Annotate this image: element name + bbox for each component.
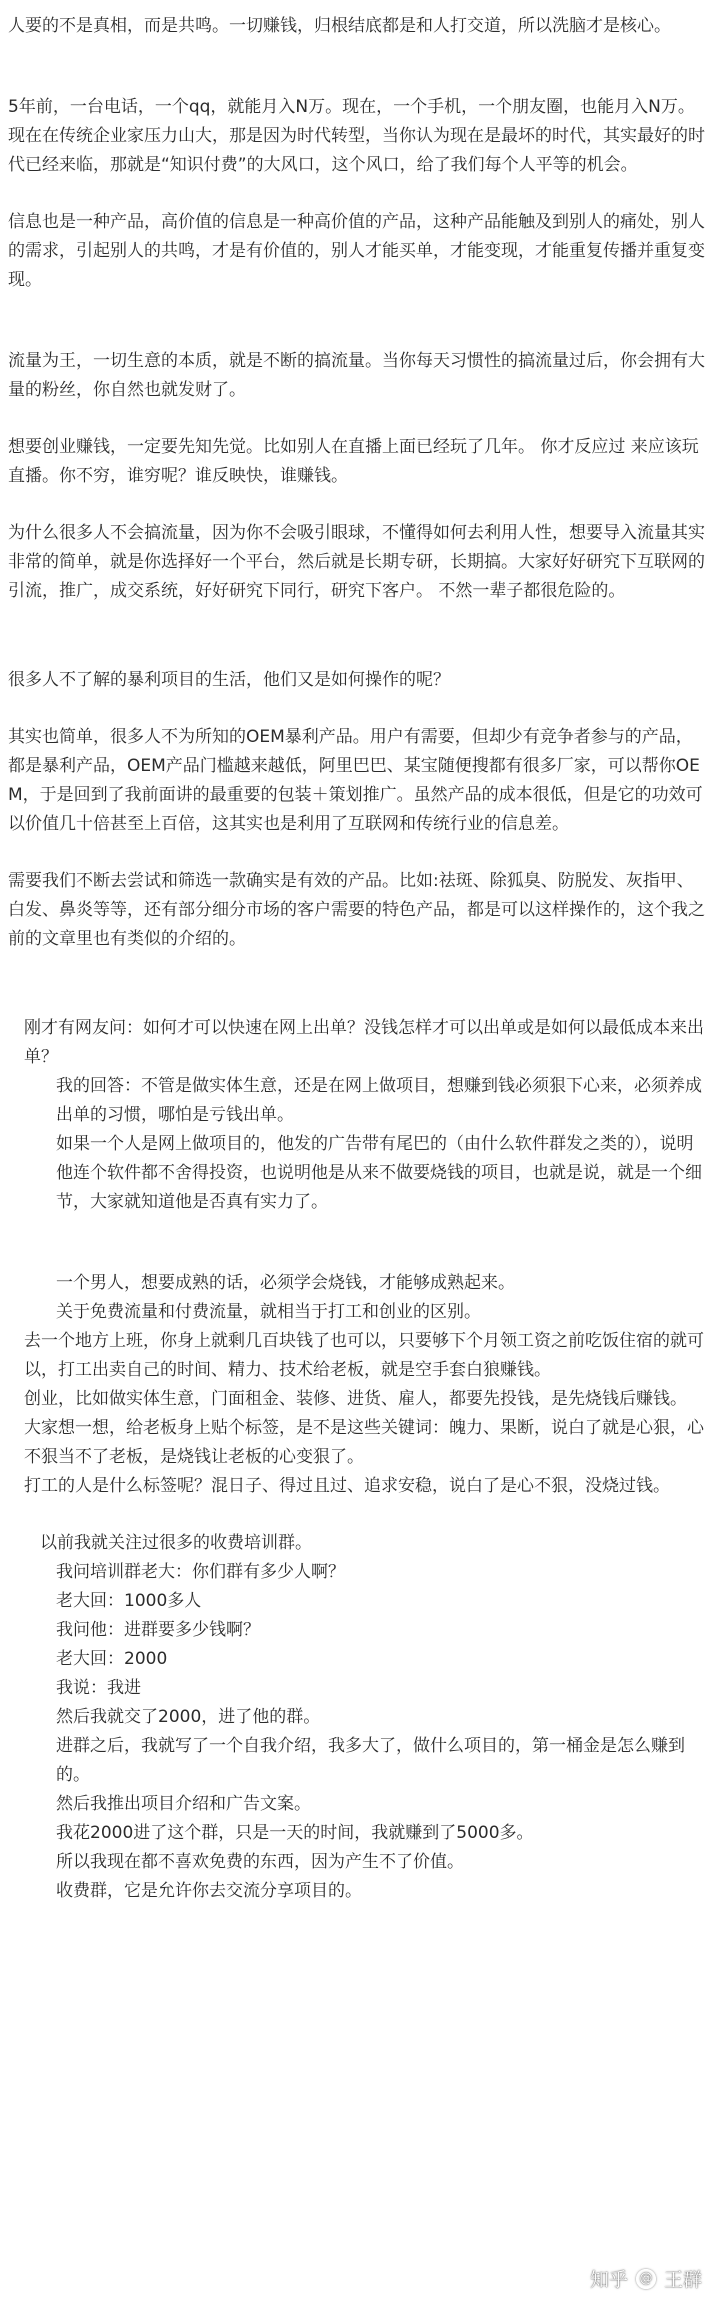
paragraph-product-testing: 需要我们不断去尝试和筛选一款确实是有效的产品。比如:祛斑、除狐臭、防脱发、灰指甲、白发、鼻炎等等，还有部分细分市场的客户需要的特色产品，都是可以这样操作的，这个我之前的文章里也有类似的介绍的。 <box>8 871 705 949</box>
paragraph-boss-label: 大家想一想，给老板身上贴个标签，是不是这些关键词：魄力、果断，说白了就是心狠，心不狠当不了老板，是烧钱让老板的心变狠了。 <box>24 1418 704 1467</box>
paragraph-traffic-king: 流量为王，一切生意的本质，就是不断的搞流量。当你每天习惯性的搞流量过后，你会拥有大量的粉丝，你自然也就发财了。 <box>8 351 705 400</box>
dialogue-line: 收费群，它是允许你去交流分享项目的。 <box>56 1881 362 1901</box>
dialogue-line: 我说：我进 <box>56 1678 141 1698</box>
paragraph-working-job: 去一个地方上班，你身上就剩几百块钱了也可以，只要够下个月领工资之前吃饭住宿的就可以，打工出卖自己的时间、精力、技术给老板，就是空手套白狼赚钱。 <box>24 1331 704 1380</box>
paragraph-paid-groups: 以前我就关注过很多的收费培训群。 <box>40 1533 312 1553</box>
paragraph-oem-products: 其实也简单，很多人不为所知的OEM暴利产品。用户有需要，但却少有竞争者参与的产品，都是暴利产品，OEM产品门槛越来越低，阿里巴巴、某宝随便搜都有很多厂家，可以帮你OEM，于是回到了我前面讲的最重要的包装＋策划推广。虽然产品的成本很低，但是它的功效可以价值几十倍甚至上百倍，这其实也是利用了互联网和传统行业的信息差。 <box>8 727 703 834</box>
dialogue-line: 我花2000进了这个群，只是一天的时间，我就赚到了5000多。 <box>56 1823 534 1843</box>
paragraph-my-answer: 我的回答：不管是做实体生意，还是在网上做项目，想赚到钱必须狠下心来，必须养成出单的习惯，哪怕是亏钱出单。 <box>56 1076 702 1125</box>
dialogue-line: 然后我推出项目介绍和广告文案。 <box>56 1794 311 1814</box>
watermark-author: 王群 <box>663 2269 702 2291</box>
paragraph-self-intro: 进群之后，我就写了一个自我介绍，我多大了，做什么项目的，第一桶金是怎么赚到的。 <box>56 1736 685 1785</box>
paragraph-free-vs-paid: 关于免费流量和付费流量，就相当于打工和创业的区别。 <box>56 1302 481 1322</box>
paragraph-startup: 创业，比如做实体生意，门面租金、装修、进货、雇人，都要先投钱，是先烧钱后赚钱。 <box>24 1389 687 1409</box>
paragraph-ad-tail: 如果一个人是网上做项目的，他发的广告带有尾巴的（由什么软件群发之类的），说明他连个软件都不舍得投资，也说明他是从来不做要烧钱的项目，也就是说，就是一个细节，大家就知道他是否真有实力了。 <box>56 1134 702 1212</box>
paragraph-traffic-attraction: 为什么很多人不会搞流量，因为你不会吸引眼球，不懂得如何去利用人性，想要导入流量其实非常的简单，就是你选择好一个平台，然后就是长期专研，长期搞。大家好好研究下互联网的引流，推广，成交系统，好好研究下同行，研究下客户。 不然一辈子都很危险的。 <box>8 523 705 601</box>
dialogue-line: 然后我就交了2000，进了他的群。 <box>56 1707 321 1727</box>
dialogue-line: 我问培训群老大：你们群有多少人啊？ <box>56 1562 345 1582</box>
zhihu-watermark <box>590 2265 702 2292</box>
paragraph-burn-money: 一个男人，想要成熟的话，必须学会烧钱，才能够成熟起来。 <box>56 1273 515 1293</box>
dialogue-line: 所以我现在都不喜欢免费的东西，因为产生不了价值。 <box>56 1852 464 1872</box>
paragraph-five-years-ago: 5年前，一台电话，一个qq，就能月入N万。现在，一个手机，一个朋友圈，也能月入N万。现在在传统企业家压力山大，那是因为时代转型，当你认为现在是最坏的时代，其实最好的时代已经来临，那就是“知识付费”的大风口，这个风口，给了我们每个人平等的机会。 <box>8 97 705 175</box>
paragraph-foresight: 想要创业赚钱，一定要先知先觉。比如别人在直播上面已经玩了几年。 你才反应过 来应该玩直播。你不穷，谁穷呢？谁反映快，谁赚钱。 <box>8 437 699 486</box>
paragraph-empathy: 人要的不是真相，而是共鸣。一切赚钱，归根结底都是和人打交道，所以洗脑才是核心。 <box>8 16 671 36</box>
dialogue-line: 我问他：进群要多少钱啊？ <box>56 1620 260 1640</box>
paragraph-profit-question: 很多人不了解的暴利项目的生活，他们又是如何操作的呢？ <box>8 670 450 690</box>
dialogue-line: 老大回：2000 <box>56 1649 168 1669</box>
paragraph-netizen-question: 刚才有网友问：如何才可以快速在网上出单？没钱怎样才可以出单或是如何以最低成本来出单？ <box>24 1018 704 1067</box>
paragraph-worker-label: 打工的人是什么标签呢？混日子、得过且过、追求安稳，说白了是心不狠，没烧过钱。 <box>24 1476 670 1496</box>
watermark-at-symbol: @ <box>636 2269 656 2289</box>
paragraph-information-product: 信息也是一种产品，高价值的信息是一种高价值的产品，这种产品能触及到别人的痛处，别人的需求，引起别人的共鸣，才是有价值的，别人才能买单，才能变现，才能重复传播并重复变现。 <box>8 212 705 290</box>
dialogue-line: 老大回：1000多人 <box>56 1591 202 1611</box>
watermark-site: 知乎 <box>589 2269 628 2291</box>
